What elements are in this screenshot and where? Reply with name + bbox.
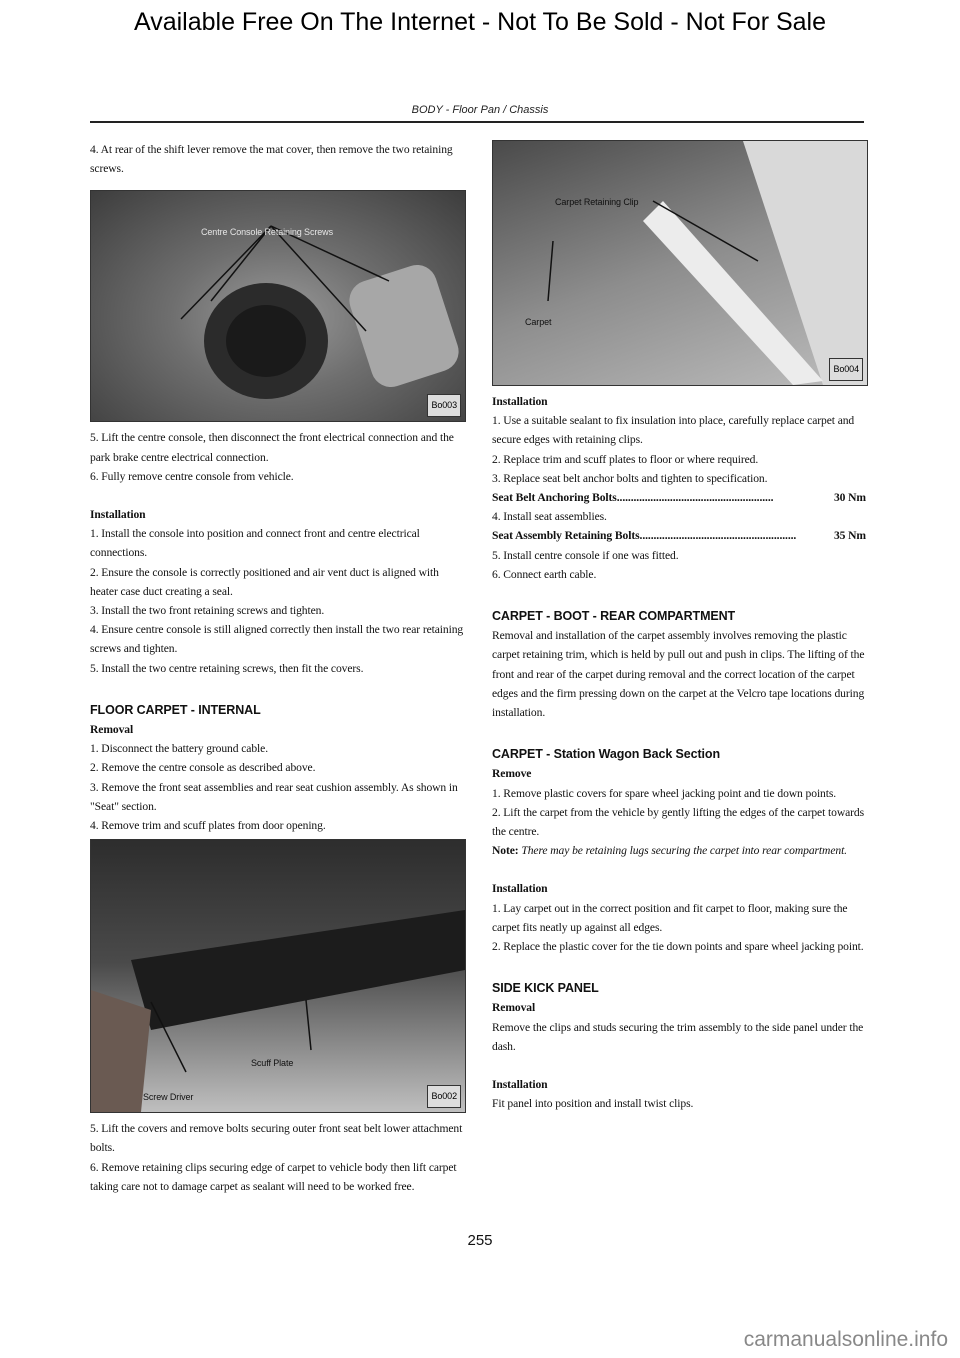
sk-installation-heading: Installation: [492, 1078, 548, 1092]
removal-step-6: 6. Remove retaining clips securing edge of carpet to vehicle body then lift carpet taking care not to damage carpet as sealant will need to be worked free.: [90, 1160, 457, 1193]
installation-heading-wagon: Installation: [492, 882, 548, 896]
removal-step-2: 2. Remove the centre console as described above.: [90, 761, 316, 775]
r-install-step-4: 4. Install seat assemblies.: [492, 510, 607, 524]
fig1-label: Centre Console Retaining Screws: [201, 227, 333, 238]
note: [492, 841, 866, 860]
note-label: Note:: [492, 844, 519, 858]
removal-step-3: 3. Remove the front seat assemblies and rear seat cushion assembly. As shown in "Seat" section.: [90, 780, 458, 813]
installation-heading-right: Installation: [492, 395, 548, 408]
fig2-screwdriver-label: Screw Driver: [143, 1092, 194, 1103]
sk-installation-text: Fit panel into position and install twist clips.: [492, 1097, 694, 1111]
fig3-code: Bo004: [829, 358, 863, 381]
wagon-install-step-2: 2. Replace the plastic cover for the tie down points and spare wheel jacking point.: [492, 940, 864, 954]
r-install-step-5: 5. Install centre console if one was fitted.: [492, 548, 679, 562]
install-step-4: 4. Ensure centre console is still aligned correctly then install the two rear retaining screws and tighten.: [90, 623, 464, 656]
removal-step-4: 4. Remove trim and scuff plates from door opening.: [90, 819, 326, 833]
spec1-label: Seat Belt Anchoring Bolts: [492, 491, 617, 505]
step-6: 6. Fully remove centre console from vehicle.: [90, 469, 294, 483]
left-column: [90, 140, 468, 1196]
floor-carpet-heading: FLOOR CARPET - INTERNAL: [90, 702, 261, 717]
fig3-carpet-label: Carpet: [525, 317, 552, 327]
step-5: 5. Lift the centre console, then disconnect the front electrical connection and the park brake centre electrical connection.: [90, 431, 454, 464]
installation-heading: Installation: [90, 508, 146, 522]
site-watermark: carmanualsonline.info: [743, 1328, 948, 1351]
carpet-clip-figure: [492, 140, 868, 386]
spec2-label: Seat Assembly Retaining Bolts: [492, 529, 640, 543]
fig2-scuff-label: Scuff Plate: [251, 1058, 294, 1069]
removal-heading: Removal: [90, 723, 134, 737]
r-install-step-3: 3. Replace seat belt anchor bolts and tighten to specification.: [492, 471, 768, 485]
boot-carpet-text: Removal and installation of the carpet assembly involves removing the plastic carpet retaining trim, which is held by pull out and push in clips. The lifting of the front and rear of the carpet during removal and the correct location of the carpet edges and the firm pressing down on the carpet at the Velcro tape locations during installation.: [492, 629, 865, 720]
sk-removal-text: Remove the clips and studs securing the trim assembly to the side panel under the dash.: [492, 1020, 864, 1053]
fig3-clip-label: Carpet Retaining Clip: [555, 197, 639, 207]
fig1-code: Bo003: [427, 394, 461, 417]
r-install-step-6: 6. Connect earth cable.: [492, 567, 597, 581]
install-step-1: 1. Install the console into position and connect front and centre electrical connections.: [90, 527, 420, 560]
fig2-code: Bo002: [427, 1085, 461, 1108]
right-column: [492, 140, 866, 1114]
seat-belt-torque-spec: [492, 488, 866, 507]
wagon-carpet-heading: CARPET - Station Wagon Back Section: [492, 747, 721, 762]
running-head: BODY - Floor Pan / Chassis: [411, 104, 549, 116]
sk-removal-heading: Removal: [492, 1001, 536, 1015]
carpet-clip-photo-illustration: [493, 141, 867, 385]
scuff-plate-figure: [90, 839, 466, 1113]
step-4: 4. At rear of the shift lever remove the mat cover, then remove the two retaining screws.: [90, 143, 453, 176]
spec1-value: 30 Nm: [833, 491, 866, 505]
removal-step-1: 1. Disconnect the battery ground cable.: [90, 742, 268, 756]
note-text: There may be retaining lugs securing the carpet into rear compartment.: [521, 844, 847, 858]
page-number: 255: [467, 1232, 493, 1249]
wagon-install-step-1: 1. Lay carpet out in the correct position and fit carpet to floor, making sure the carpet fits neatly up against all edges.: [492, 901, 848, 934]
free-distribution-banner: Available Free On The Internet - Not To Be Sold - Not For Sale: [133, 8, 827, 36]
seat-assembly-torque-spec: [492, 526, 866, 545]
install-step-5: 5. Install the two centre retaining screws, then fit the covers.: [90, 661, 364, 675]
r-install-step-2: 2. Replace trim and scuff plates to floor or where required.: [492, 452, 759, 466]
remove-heading: Remove: [492, 767, 532, 781]
remove-step-2: 2. Lift the carpet from the vehicle by gently lifting the edges of the carpet towards the centre.: [492, 805, 865, 839]
spec1-leader: ........................................................: [616, 491, 774, 505]
install-step-2: 2. Ensure the console is correctly positioned and air vent duct is aligned with heater case duct creating a seal.: [90, 565, 439, 598]
spec2-leader: ........................................................: [639, 529, 797, 543]
r-install-step-1: 1. Use a suitable sealant to fix insulation into place, carefully replace carpet and secure edges with retaining clips.: [492, 414, 855, 447]
console-screws-figure: [90, 190, 466, 422]
install-step-3: 3. Install the two front retaining screws and tighten.: [90, 604, 325, 618]
boot-carpet-heading: CARPET - BOOT - REAR COMPARTMENT: [492, 609, 736, 624]
removal-step-5: 5. Lift the covers and remove bolts securing outer front seat belt lower attachment bolts.: [90, 1122, 463, 1155]
header-rule: [90, 121, 864, 123]
remove-step-1: 1. Remove plastic covers for spare wheel jacking point and tie down points.: [492, 786, 837, 800]
side-kick-panel-heading: SIDE KICK PANEL: [492, 981, 599, 996]
spec2-value: 35 Nm: [833, 529, 866, 543]
